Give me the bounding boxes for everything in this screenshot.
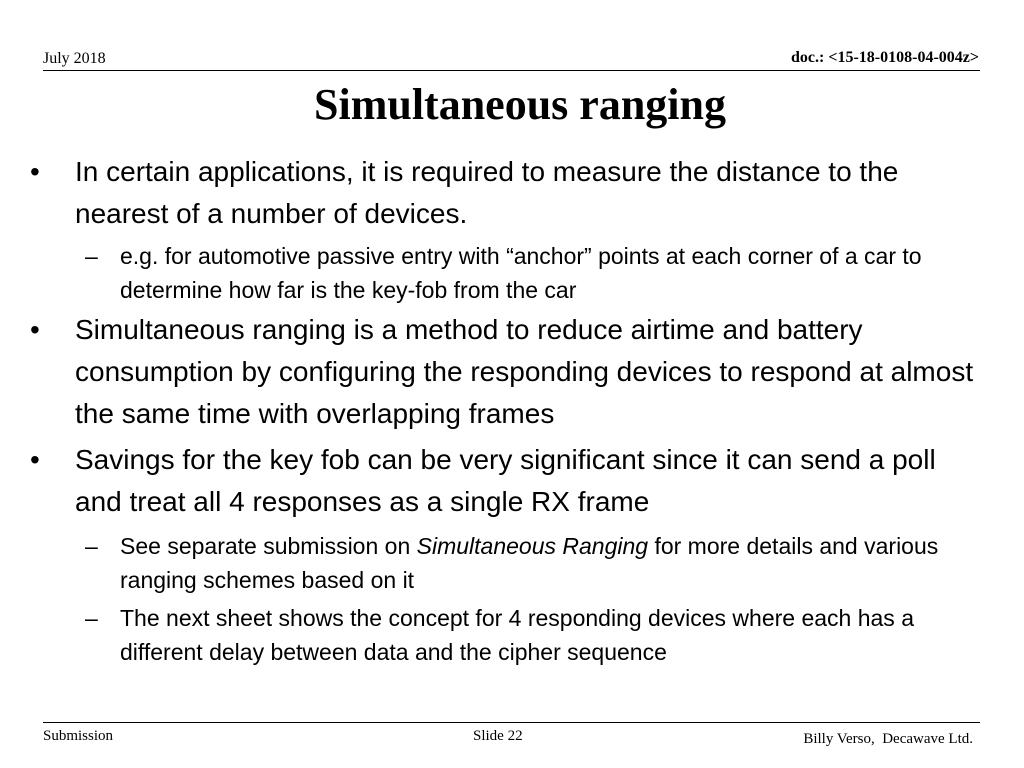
footer-divider: [43, 722, 980, 723]
dash-marker: –: [85, 605, 98, 631]
bullet-marker: •: [30, 156, 40, 187]
bullet-item: [30, 439, 990, 523]
bullet-marker: •: [30, 314, 40, 345]
bullet-text: Simultaneous ranging is a method to reduce airtime and battery consumption by configuring the responding devices to respond at almost the same time with overlapping frames: [75, 314, 974, 429]
bullet-item: [30, 309, 990, 435]
bullet-item: [30, 151, 990, 235]
sub-bullet-item: [30, 529, 990, 597]
header-date: July 2018: [43, 50, 106, 67]
submission-title-emphasis: Simultaneous Ranging: [416, 533, 649, 559]
header-document-id: doc.: <15-18-0108-04-004z>: [791, 49, 979, 66]
sub-bullet-item: [30, 601, 990, 669]
slide-body: [30, 151, 990, 669]
bullet-text: In certain applications, it is required to measure the distance to the nearest of a number of devices.: [75, 156, 899, 229]
sub-bullet-text: e.g. for automotive passive entry with “anchor” points at each corner of a car to determine how far is the key-fob from the car: [120, 243, 922, 303]
dash-marker: –: [85, 243, 98, 269]
sub-bullet-text-before: See separate submission on: [120, 533, 417, 559]
slide-title: Simultaneous ranging: [314, 80, 726, 129]
sub-bullet-item: [30, 239, 990, 307]
header-divider: [43, 70, 980, 71]
sub-bullet-text-after: for more details and various ranging schemes based on it: [120, 533, 939, 593]
bullet-marker: •: [30, 444, 40, 475]
footer-submission: Submission: [43, 728, 114, 744]
footer-slide-number: Slide 22: [473, 728, 523, 744]
sub-bullet-text: The next sheet shows the concept for 4 responding devices where each has a different delay between data and the cipher sequence: [120, 605, 914, 665]
bullet-text: Savings for the key fob can be very significant since it can send a poll and treat all 4 responses as a single RX frame: [75, 444, 936, 517]
dash-marker: –: [85, 533, 98, 559]
footer-author: Billy Verso, Decawave Ltd.: [803, 731, 973, 747]
